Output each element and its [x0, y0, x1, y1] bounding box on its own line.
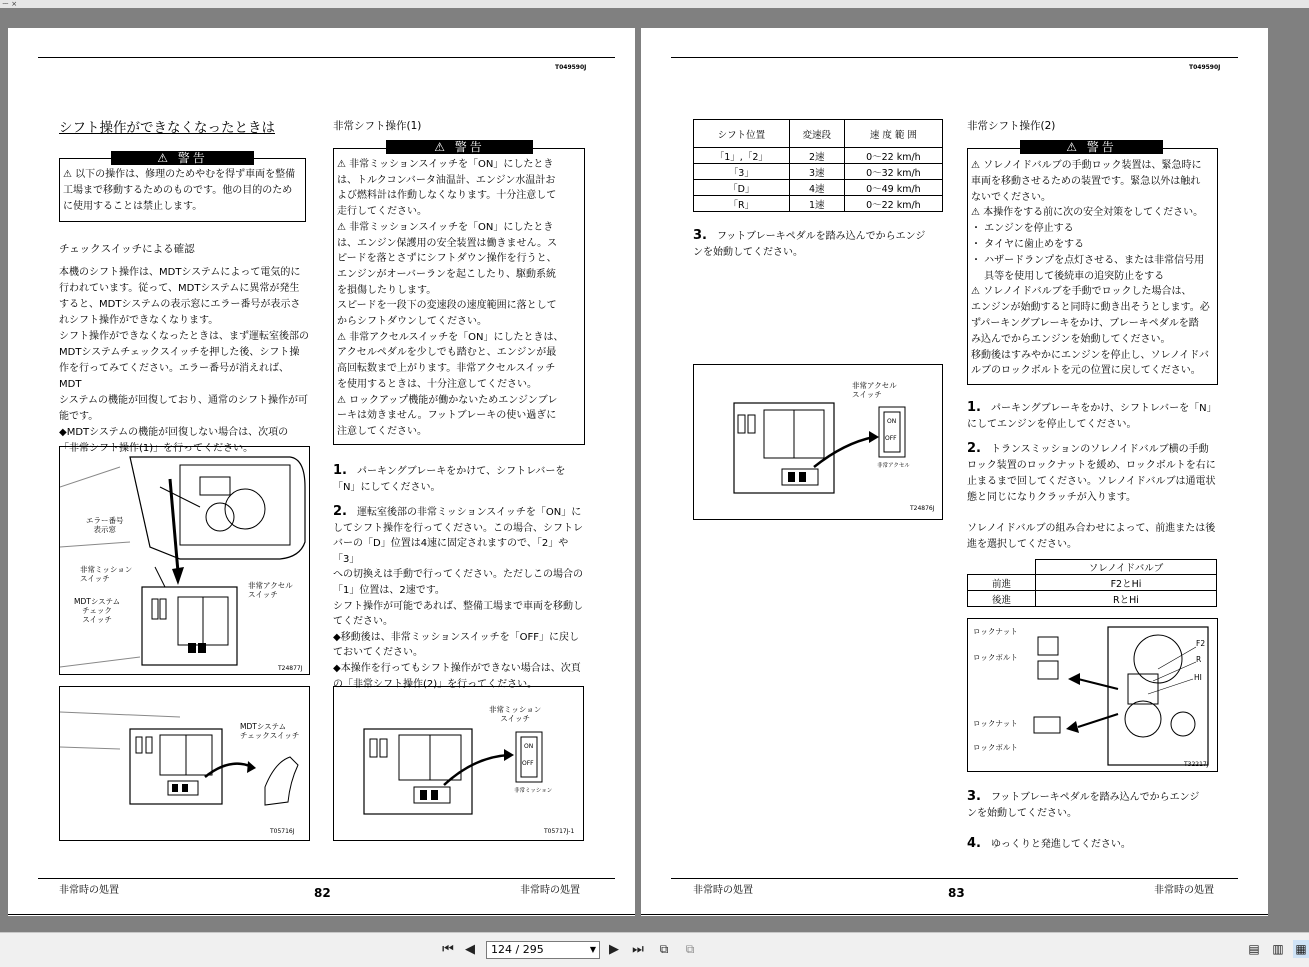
footer-right: 非常時の処置	[520, 885, 580, 896]
figure-code: T24876J	[910, 505, 935, 512]
step-3: 3. フットブレーキペダルを踏み込んでからエンジ ンを始動してください。	[967, 789, 1200, 819]
switch-off-label: OFF	[885, 435, 897, 442]
label-mdt-check: MDTシステム チェック スイッチ	[74, 597, 121, 624]
label-accel-switch: 非常アクセル スイッチ	[248, 581, 293, 599]
label-emergency-mission-switch: 非常ミッション スイッチ	[489, 705, 542, 723]
continuous-view-icon[interactable]: ▥	[1272, 942, 1284, 956]
last-page-icon[interactable]: ⏭	[632, 941, 644, 957]
page-title: シフト操作ができなくなったときは	[59, 120, 275, 136]
solenoid-table	[967, 559, 1217, 607]
section-title: 非常シフト操作(2)	[967, 120, 1056, 132]
warning-text: ⚠ ソレノイドバルブの手動ロック装置は、緊急時に 車両を移動させるための装置です。緊急以外は触れ ないでください。 ⚠ 本操作をする前に次の安全対策をしてください。 ・ エンジンを停止する ・ タイヤに歯止めをする ・ ハザードランプを点灯させる、または非常信号用 具等を使用して後続車の追突防止をする ⚠ ソレノイドバルブを手動でロックした場合は、 エンジンが始動すると同時に動き出そうとします。必 ずパーキングブレーキをかけ、ブレーキペダルを踏 み込んでからエンジンを始動してください。 移動後はすみやかにエンジンを停止し、ソレノイドバ ルブのロックボルトを元の位置に戻してください。	[971, 160, 1210, 377]
figure-code: T24877J	[278, 665, 303, 672]
single-page-view-icon[interactable]: ▤	[1248, 942, 1260, 956]
table-row: 「1」,「2」 2速 0〜22 km/h	[694, 148, 943, 164]
page-82	[8, 28, 635, 916]
check-heading: チェックスイッチによる確認	[59, 243, 195, 255]
step-2: 2. トランスミッションのソレノイドバルブ横の手動 ロック装置のロックナットを緩め、ロックボルトを右に 止まるまで回してください。ソレノイドバルブは通電状 態と同じになりクラッチが入ります。	[967, 441, 1216, 503]
figure-code: T05716J	[270, 828, 295, 835]
table-header: シフト位置	[694, 120, 790, 148]
figure-emergency-accel	[693, 364, 943, 520]
section-title: 非常シフト操作(1)	[333, 120, 422, 132]
label-mdt-check-switch: MDTシステム チェックスイッチ	[240, 722, 300, 740]
header-rule	[38, 57, 615, 58]
table-row: 前進 F2とHi	[968, 575, 1217, 591]
combo-text: ソレノイドバルブの組み合わせによって、前進または後 進を選択してください。	[967, 523, 1216, 550]
header-rule	[671, 57, 1238, 58]
first-page-icon[interactable]: ⏮	[442, 941, 454, 957]
two-page-view-icon[interactable]: ▦	[1293, 940, 1309, 958]
mdt-check-illustration	[60, 687, 310, 841]
label-emergency-switch: 非常ミッション スイッチ	[80, 565, 133, 583]
copy-page-icon[interactable]: ⧉	[659, 941, 669, 956]
label-lock-nut: ロックナット	[973, 719, 1018, 728]
viewer-toolbar	[0, 932, 1309, 967]
warning-header: ⚠ 警告	[1020, 140, 1163, 154]
label-error-window: エラー番号 表示窓	[86, 516, 124, 534]
label-r: R	[1196, 655, 1202, 664]
copy-disabled-icon[interactable]: ⧉	[685, 941, 695, 956]
cab-illustration	[60, 447, 310, 675]
emergency-mission-illustration	[334, 687, 584, 841]
footer-left: 非常時の処置	[59, 885, 119, 896]
switch-on-label: ON	[524, 743, 534, 750]
step-4: 4. ゆっくりと発進してください。	[967, 836, 1131, 851]
table-header: 速 度 範 囲	[844, 120, 942, 148]
figure-code: T05717J-1	[544, 828, 575, 835]
table-row: 「D」 4速 0〜49 km/h	[694, 180, 943, 196]
step-3: 3. フットブレーキペダルを踏み込んでからエンジ ンを始動してください。	[693, 228, 926, 258]
figure-mdt-check	[59, 686, 310, 841]
table-header: ソレノイドバルブ	[1036, 560, 1217, 575]
warning-text: ⚠ 以下の操作は、修理のためやむを得ず車両を整備 工場まで移動するためのものです。他の目的のため に使用することは禁止します。	[63, 169, 296, 212]
next-page-icon[interactable]: ▶	[609, 941, 619, 957]
warning-header: ⚠ 警告	[111, 151, 254, 165]
figure-emergency-mission	[333, 686, 584, 841]
emergency-accel-illustration	[694, 365, 943, 520]
label-f2: F2	[1196, 639, 1206, 648]
table-row: 「3」 3速 0〜32 km/h	[694, 164, 943, 180]
chevron-down-icon: ▼	[589, 945, 596, 954]
figure-code: T32217J	[1184, 761, 1209, 768]
window-title-bar	[0, 0, 1309, 8]
label-hi: HI	[1194, 673, 1202, 682]
warning-header: ⚠ 警告	[386, 140, 533, 154]
doc-number: T049590J	[555, 64, 587, 71]
page-bottom-rule	[8, 914, 635, 915]
page-number: 83	[948, 886, 965, 900]
table-row: 後進 RとHi	[968, 591, 1217, 607]
window-title: ー ×	[2, 0, 18, 8]
table-header: 変速段	[789, 120, 844, 148]
label-lock-nut: ロックナット	[973, 627, 1018, 636]
page-number-select[interactable]: 124 / 295 ▼	[486, 941, 600, 959]
footer-left: 非常時の処置	[693, 885, 753, 896]
footer-rule	[38, 878, 615, 879]
figure-transmission	[967, 618, 1218, 772]
step-2: 2. 運転室後部の非常ミッションスイッチを「ON」に してシフト操作を行ってください。この場合、シフトレ バーの「D」位置は4速に固定されますので、「2」や「3」 への切換えは手動で行ってください。ただしこの場合の 「1」位置は、2速です。 シフト操作が可能であれば、整備工場まで車両を移動し てください。 ◆移動後は、非常ミッションスイッチを「OFF」に戻し ておいてください。 ◆本操作を行ってもシフト操作ができない場合は、次頁 の「非常シフト操作(2)」を行ってください。	[333, 504, 583, 690]
speed-range-table	[693, 119, 943, 212]
switch-on-label: ON	[887, 418, 897, 425]
check-body: 本機のシフト操作は、MDTシステムによって電気的に 行われています。従って、MDTシステムに異常が発生 すると、MDTシステムの表示窓にエラー番号が表示さ れシフト操作ができなくなります。 シフト操作ができなくなったときは、まず運転室後部の MDTシステムチェックスイッチを押した後、シフト操 作を行ってみてください。エラー番号が消えれば、MDT システムの機能が回復しており、通常のシフト操作が可 能です。 ◆MDTシステムの機能が回復しない場合は、次項の 「非常シフト操作(1)」を行ってください。	[59, 267, 309, 454]
switch-off-label: OFF	[522, 760, 534, 767]
doc-number: T049590J	[1189, 64, 1221, 71]
table-row: 「R」 1速 0〜22 km/h	[694, 196, 943, 212]
step-1: 1. パーキングブレーキをかけて、シフトレバーを 「N」にしてください。	[333, 463, 566, 493]
page-number: 82	[314, 886, 331, 900]
footer-right: 非常時の処置	[1154, 885, 1214, 896]
page-bottom-rule	[641, 914, 1268, 915]
step-1: 1. パーキングブレーキをかけ、シフトレバーを「N」 にしてエンジンを停止してください。	[967, 400, 1217, 430]
label-lock-bolt: ロックボルト	[973, 743, 1018, 752]
figure-cab-rear	[59, 446, 310, 675]
label-lock-bolt: ロックボルト	[973, 653, 1018, 662]
switch-caption: 非常アクセル	[877, 463, 910, 469]
switch-caption: 非常ミッション	[514, 788, 553, 794]
label-emergency-accel-switch: 非常アクセル スイッチ	[852, 381, 897, 399]
warning-text: ⚠ 非常ミッションスイッチを「ON」にしたとき は、トルクコンバータ油温計、エンジン水温計お よび燃料計は作動しなくなります。十分注意して 走行してください。 ⚠ 非常ミッションスイッチを「ON」にしたとき は、エンジン保護用の安全装置は働きません。ス ピードを落とさずにシフトダウン操作を行うと、 エンジンがオーバーランを起こしたり、駆動系統 を損傷したりします。 スピードを一段下の変速段の速度範囲に落として からシフトダウンしてください。 ⚠ 非常アクセルスイッチを「ON」にしたときは、 アクセルペダルを少しでも踏むと、エンジンが最 高回転数まで上がります。非常アクセルスイッチ を使用するときは、十分注意してください。 ⚠ ロックアップ機能が働かないためエンジンブレ ーキは効きません。フットブレーキの使い過ぎに 注意してください。	[337, 159, 564, 437]
footer-rule	[671, 878, 1238, 879]
prev-page-icon[interactable]: ◀	[465, 941, 475, 957]
page-83	[641, 28, 1268, 916]
